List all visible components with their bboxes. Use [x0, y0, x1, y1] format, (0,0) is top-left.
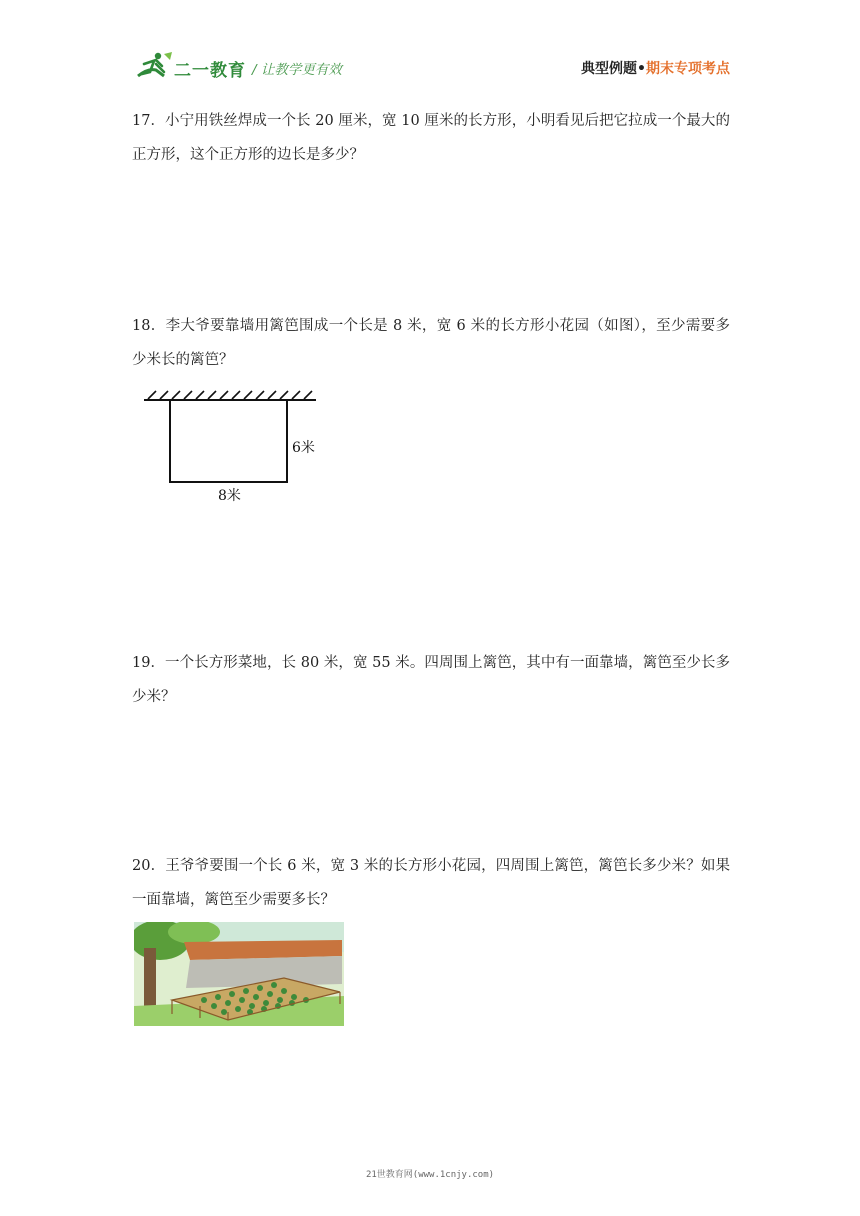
page-footer: 21世教育网(www.1cnjy.com) [365, 1170, 495, 1180]
page-header [0, 0, 860, 90]
question-17: 17．小宁用铁丝焊成一个长 20 厘米，宽 10 厘米的长方形，小明看见后把它拉成一个最大的正方形，这个正方形的边长是多少？ [132, 113, 730, 163]
length-label: 8米 [218, 488, 241, 504]
slogan: / 让教学更有效 [252, 62, 342, 78]
question-18: 18．李大爷要靠墙用篱笆围成一个长是 8 米，宽 6 米的长方形小花园（如图），至少需要多少米长的篱笆？ [132, 318, 730, 368]
logo-text: 二一教育 [174, 61, 246, 81]
header-title-a: 典型例题• [581, 61, 646, 77]
runner-logo-icon [134, 50, 174, 80]
header-right-title [581, 58, 730, 78]
header-title-b: 期末专项考点 [646, 61, 730, 77]
garden-illustration [134, 922, 344, 1026]
width-label: 6米 [292, 440, 315, 456]
question-20: 20．王爷爷要围一个长 6 米，宽 3 米的长方形小花园，四周围上篱笆，篱笆长多少米？如果一面靠墙，篱笆至少需要多长？ [132, 858, 730, 908]
question-19: 19．一个长方形菜地，长 80 米，宽 55 米。四周围上篱笆，其中有一面靠墙，篱笆至少长多少米？ [132, 655, 730, 705]
garden-rectangle-diagram [140, 386, 325, 506]
